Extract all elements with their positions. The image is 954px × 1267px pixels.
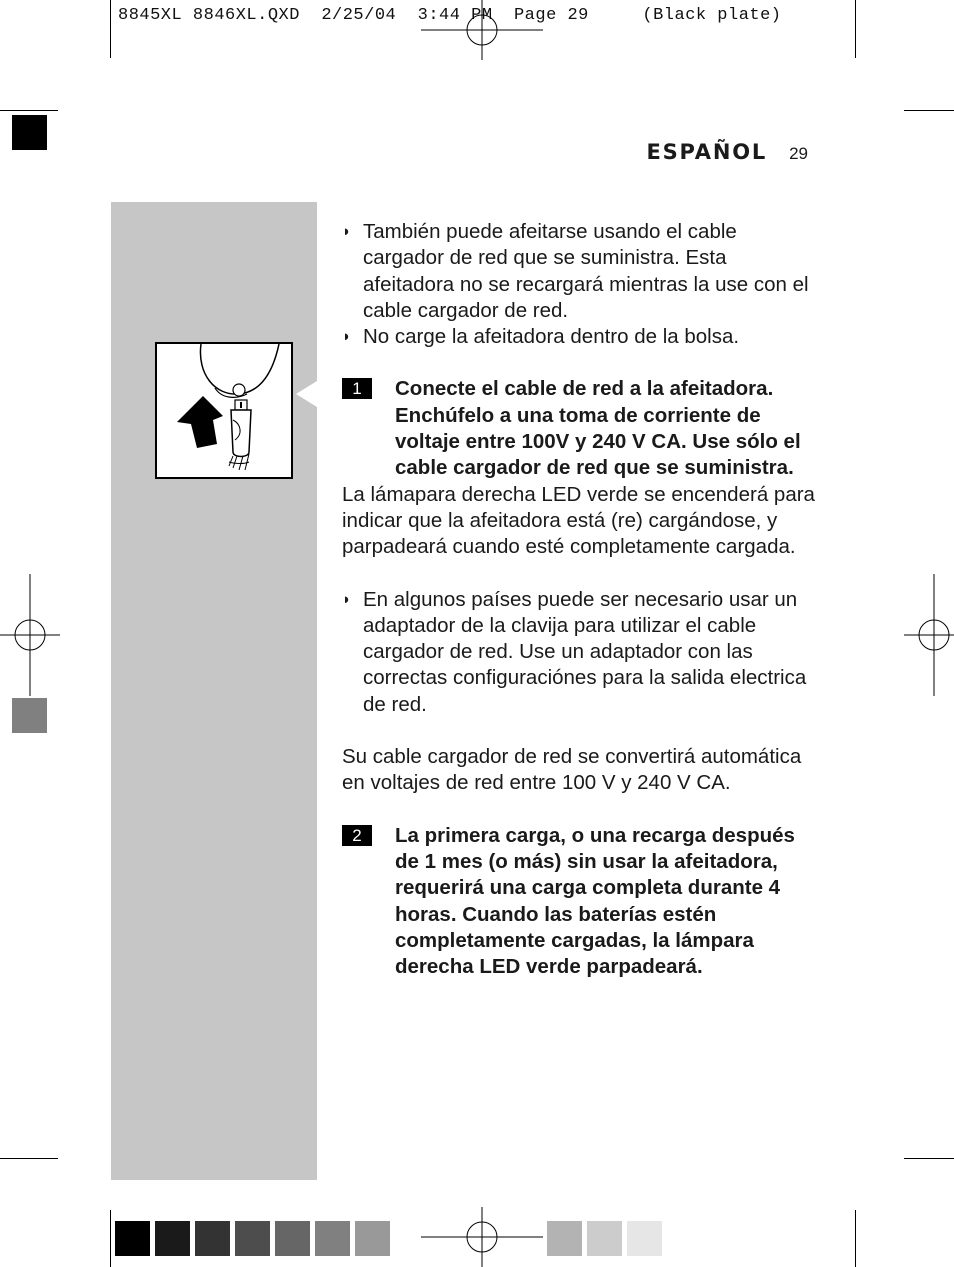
bullet-text: También puede afeitarse usando el cable cargador de red que se suministra. Esta afeitadora no se recargará mientras la use con el cable cargador de red. bbox=[363, 220, 809, 322]
color-swatch bbox=[587, 1221, 622, 1256]
bullet-item bbox=[342, 219, 820, 324]
bullet-icon: ◗ bbox=[342, 590, 352, 608]
callout-pointer bbox=[296, 381, 317, 407]
registration-mark-icon bbox=[421, 1207, 543, 1267]
main-content bbox=[342, 219, 820, 980]
color-swatch bbox=[235, 1221, 270, 1256]
shaver-plug-illustration bbox=[157, 344, 291, 477]
crop-mark bbox=[904, 110, 954, 111]
bullet-text: En algunos países puede ser necesario usar un adaptador de la clavija para utilizar el cable cargador de red. Use un adaptador con las correctas configuraciónes para la salida electrica de red. bbox=[363, 587, 807, 716]
color-swatch bbox=[355, 1221, 390, 1256]
crop-mark bbox=[0, 1158, 58, 1159]
crop-mark bbox=[855, 1210, 856, 1267]
step-number-badge: 1 bbox=[342, 378, 372, 399]
crop-mark bbox=[904, 1158, 954, 1159]
print-slug: 8845XL 8846XL.QXD 2/25/04 3:44 PM Page 29 (Black plate) bbox=[118, 6, 782, 25]
section-title: ESPAÑOL bbox=[646, 140, 768, 164]
bullet-item bbox=[342, 587, 820, 718]
side-square-gray bbox=[12, 698, 47, 733]
color-swatch bbox=[547, 1221, 582, 1256]
color-swatch bbox=[275, 1221, 310, 1256]
step-text: Conecte el cable de red a la afeitadora. Enchúfelo a una toma de corriente de voltaje entre 100V y 240 V CA. Use sólo el cable cargador de red que se suministra. bbox=[395, 377, 801, 480]
crop-mark bbox=[855, 0, 856, 58]
page-header bbox=[646, 140, 808, 164]
upward-arrow-icon bbox=[177, 396, 223, 448]
step-number-badge: 2 bbox=[342, 825, 372, 846]
color-swatch bbox=[195, 1221, 230, 1256]
bullet-item bbox=[342, 324, 820, 350]
step-item bbox=[342, 376, 820, 481]
step-item bbox=[342, 823, 820, 981]
bullet-icon: ◗ bbox=[342, 223, 352, 240]
crop-mark bbox=[110, 1210, 111, 1267]
registration-mark-icon bbox=[0, 574, 60, 696]
bullet-text: No carge la afeitadora dentro de la bolsa. bbox=[363, 325, 740, 349]
color-swatch bbox=[115, 1221, 150, 1256]
paragraph: Su cable cargador de red se convertirá automática en voltajes de red entre 100 V y 240 V CA. bbox=[342, 745, 802, 795]
illustration-frame bbox=[155, 342, 293, 479]
crop-mark bbox=[110, 0, 111, 58]
side-square-black bbox=[12, 115, 47, 150]
crop-mark bbox=[0, 110, 58, 111]
page-number: 29 bbox=[789, 144, 808, 163]
paragraph: La lámapara derecha LED verde se encenderá para indicar que la afeitadora está (re) cargándose, y parpadeará cuando esté completamente cargada. bbox=[342, 482, 815, 559]
bullet-icon: ◗ bbox=[342, 328, 352, 346]
registration-mark-icon bbox=[904, 574, 954, 696]
color-swatch bbox=[627, 1221, 662, 1256]
registration-mark-icon bbox=[421, 0, 543, 60]
color-swatch bbox=[155, 1221, 190, 1256]
step-text: La primera carga, o una recarga después de 1 mes (o más) sin usar la afeitadora, requerirá una carga completa durante 4 horas. Cuando las baterías estén completamente cargadas, la lámpara derecha LED verde parpadeará. bbox=[395, 823, 795, 979]
color-swatch bbox=[315, 1221, 350, 1256]
